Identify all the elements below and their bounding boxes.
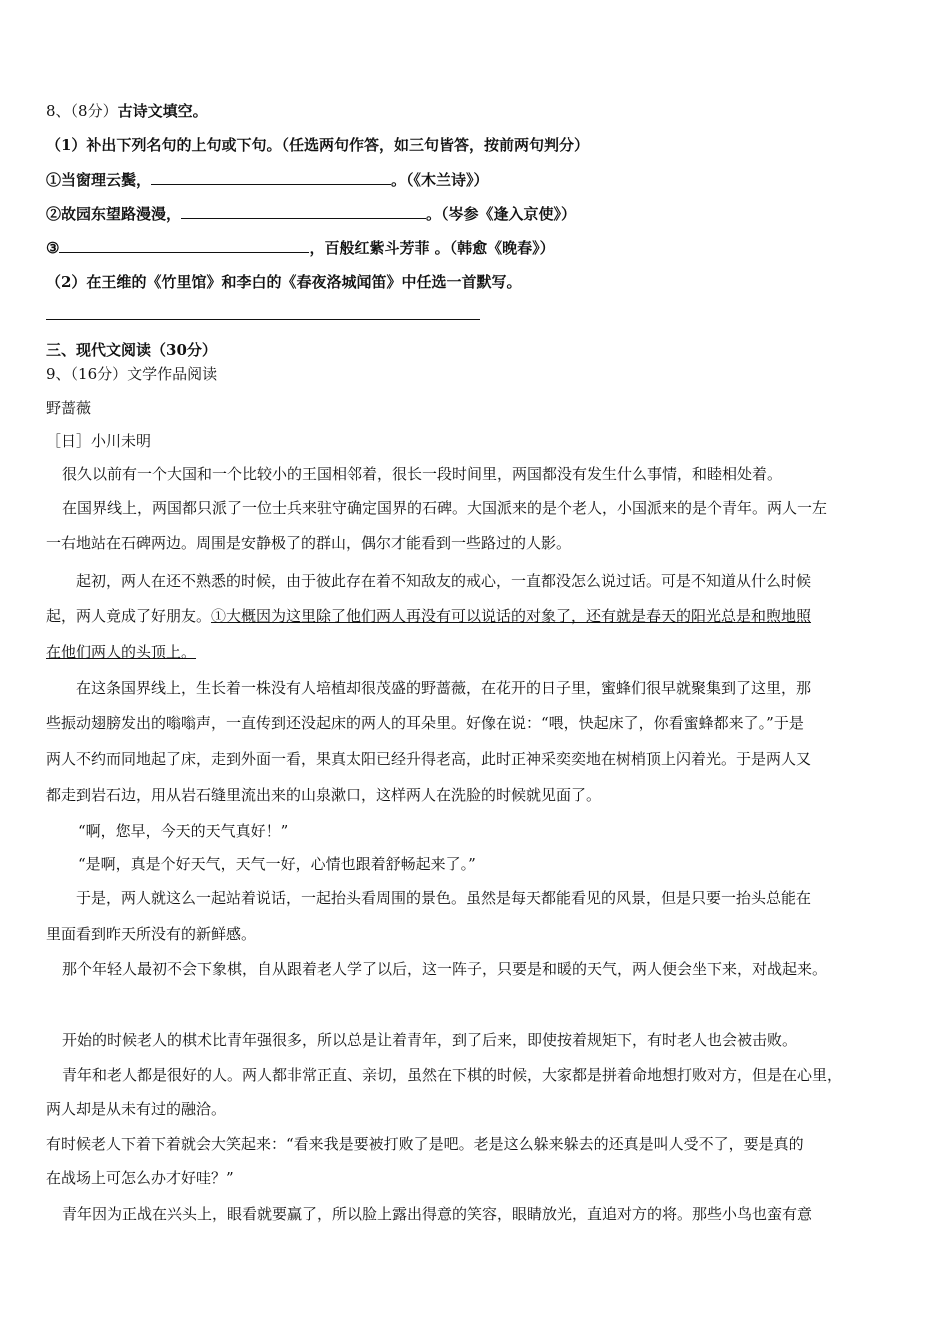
answer-line-poem[interactable]	[46, 319, 480, 320]
q8-title: 古诗文填空。	[117, 102, 208, 120]
paragraph-3-line-1: 起初，两人在还不熟悉的时候，由于彼此存在着不知敌友的戒心，一直都没怎么说过话。可是不知道从什么时候	[76, 572, 812, 590]
paragraph-8-line-1: 青年和老人都是很好的人。两人都非常正直、亲切，虽然在下棋的时候，大家都是拼着命地想打败对方，但是在心里，	[62, 1066, 843, 1084]
q8-item1-prompt: ①当窗理云鬓，	[46, 171, 152, 189]
paragraph-4-line-1: 在这条国界线上，生长着一株没有人培植却很茂盛的野蔷薇，在花开的日子里，蜜蜂们很早就聚集到了这里，那	[76, 679, 812, 697]
underlined-sentence-1: ①大概因为这里除了他们两人再没有可以说话的对象了，还有就是春天的阳光总是和煦地照	[211, 607, 812, 625]
paragraph-9-line-2: 在战场上可怎么办才好哇？”	[46, 1169, 234, 1187]
answer-blank-1[interactable]	[151, 168, 391, 185]
dialogue-1: “啊，您早，今天的天气真好！”	[78, 822, 289, 840]
paragraph-9-line-1: 有时候老人下着下着就会大笑起来：“看来我是要被打败了是吧。老是这么躲来躲去的还真是叫人受不了，要是真的	[46, 1135, 804, 1153]
q8-number: 8、（8分）	[46, 102, 118, 120]
paragraph-3-line-2	[46, 605, 916, 627]
story-title: 野蔷薇	[46, 399, 92, 417]
answer-blank-3[interactable]	[59, 236, 309, 253]
paragraph-8-line-2: 两人却是从未有过的融洽。	[46, 1100, 227, 1118]
paragraph-4-line-4: 都走到岩石边，用从岩石缝里流出来的山泉漱口，这样两人在洗脸的时候就见面了。	[46, 786, 602, 804]
q8-item1	[46, 168, 916, 191]
paragraph-3-text: 起，两人竟成了好朋友。	[46, 607, 212, 625]
q8-part2-instruction: （2）在王维的《竹里馆》和李白的《春夜洛城闻笛》中任选一首默写。	[46, 273, 522, 291]
dialogue-2: “是啊，真是个好天气，天气一好，心情也跟着舒畅起来了。”	[78, 855, 476, 873]
q8-item2-source: 。（岑参《逢入京使》）	[426, 205, 577, 223]
paragraph-1: 很久以前有一个大国和一个比较小的王国相邻着，很长一段时间里，两国都没有发生什么事情，和睦相处着。	[62, 465, 783, 483]
q8-item3-source: ，百般红紫斗芳菲 。（韩愈《晚春》）	[309, 239, 555, 257]
q8-item2-prompt: ②故园东望路漫漫，	[46, 205, 182, 223]
story-author: ［日］小川未明	[46, 432, 152, 450]
q9-header: 9、（16分）文学作品阅读	[46, 365, 218, 383]
paragraph-10-line-1: 青年因为正战在兴头上，眼看就要赢了，所以脸上露出得意的笑容，眼睛放光，直追对方的将。那些小鸟也蛮有意	[62, 1205, 813, 1223]
paragraph-2-line-1: 在国界线上，两国都只派了一位士兵来驻守确定国界的石碑。大国派来的是个老人，小国派来的是个青年。两人一左	[62, 499, 828, 517]
q8-header	[46, 100, 916, 122]
paragraph-7: 开始的时候老人的棋术比青年强很多，所以总是让着青年，到了后来，即使按着规矩下，有时老人也会被击败。	[62, 1031, 798, 1049]
q8-item3-prompt: ③	[46, 239, 60, 257]
paragraph-5-line-1: 于是，两人就这么一起站着说话，一起抬头看周围的景色。虽然是每天都能看见的风景，但是只要一抬头总能在	[76, 889, 812, 907]
paragraph-6: 那个年轻人最初不会下象棋，自从跟着老人学了以后，这一阵子，只要是和暖的天气，两人便会坐下来，对战起来。	[62, 960, 828, 978]
paragraph-5-line-2: 里面看到昨天所没有的新鲜感。	[46, 925, 257, 943]
paragraph-2-line-2: 一右地站在石碑两边。周围是安静极了的群山，偶尔才能看到一些路过的人影。	[46, 534, 572, 552]
answer-blank-2[interactable]	[181, 202, 426, 219]
underlined-sentence-1-end: 在他们两人的头顶上。	[46, 643, 197, 661]
paragraph-4-line-2: 些振动翅膀发出的嗡嗡声，一直传到还没起床的两人的耳朵里。好像在说：“喂，快起床了，你看蜜蜂都来了。”于是	[46, 714, 804, 732]
q8-item3	[46, 236, 916, 259]
section3-title: 三、现代文阅读（30分）	[46, 341, 217, 359]
q8-item1-source: 。（《木兰诗》）	[391, 171, 489, 189]
q8-part1-instruction: （1）补出下列名句的上句或下句。（任选两句作答，如三句皆答，按前两句判分）	[46, 136, 589, 154]
paragraph-4-line-3: 两人不约而同地起了床，走到外面一看，果真太阳已经升得老高，此时正神采奕奕地在树梢顶上闪着光。于是两人又	[46, 750, 812, 768]
q8-item2	[46, 202, 916, 225]
